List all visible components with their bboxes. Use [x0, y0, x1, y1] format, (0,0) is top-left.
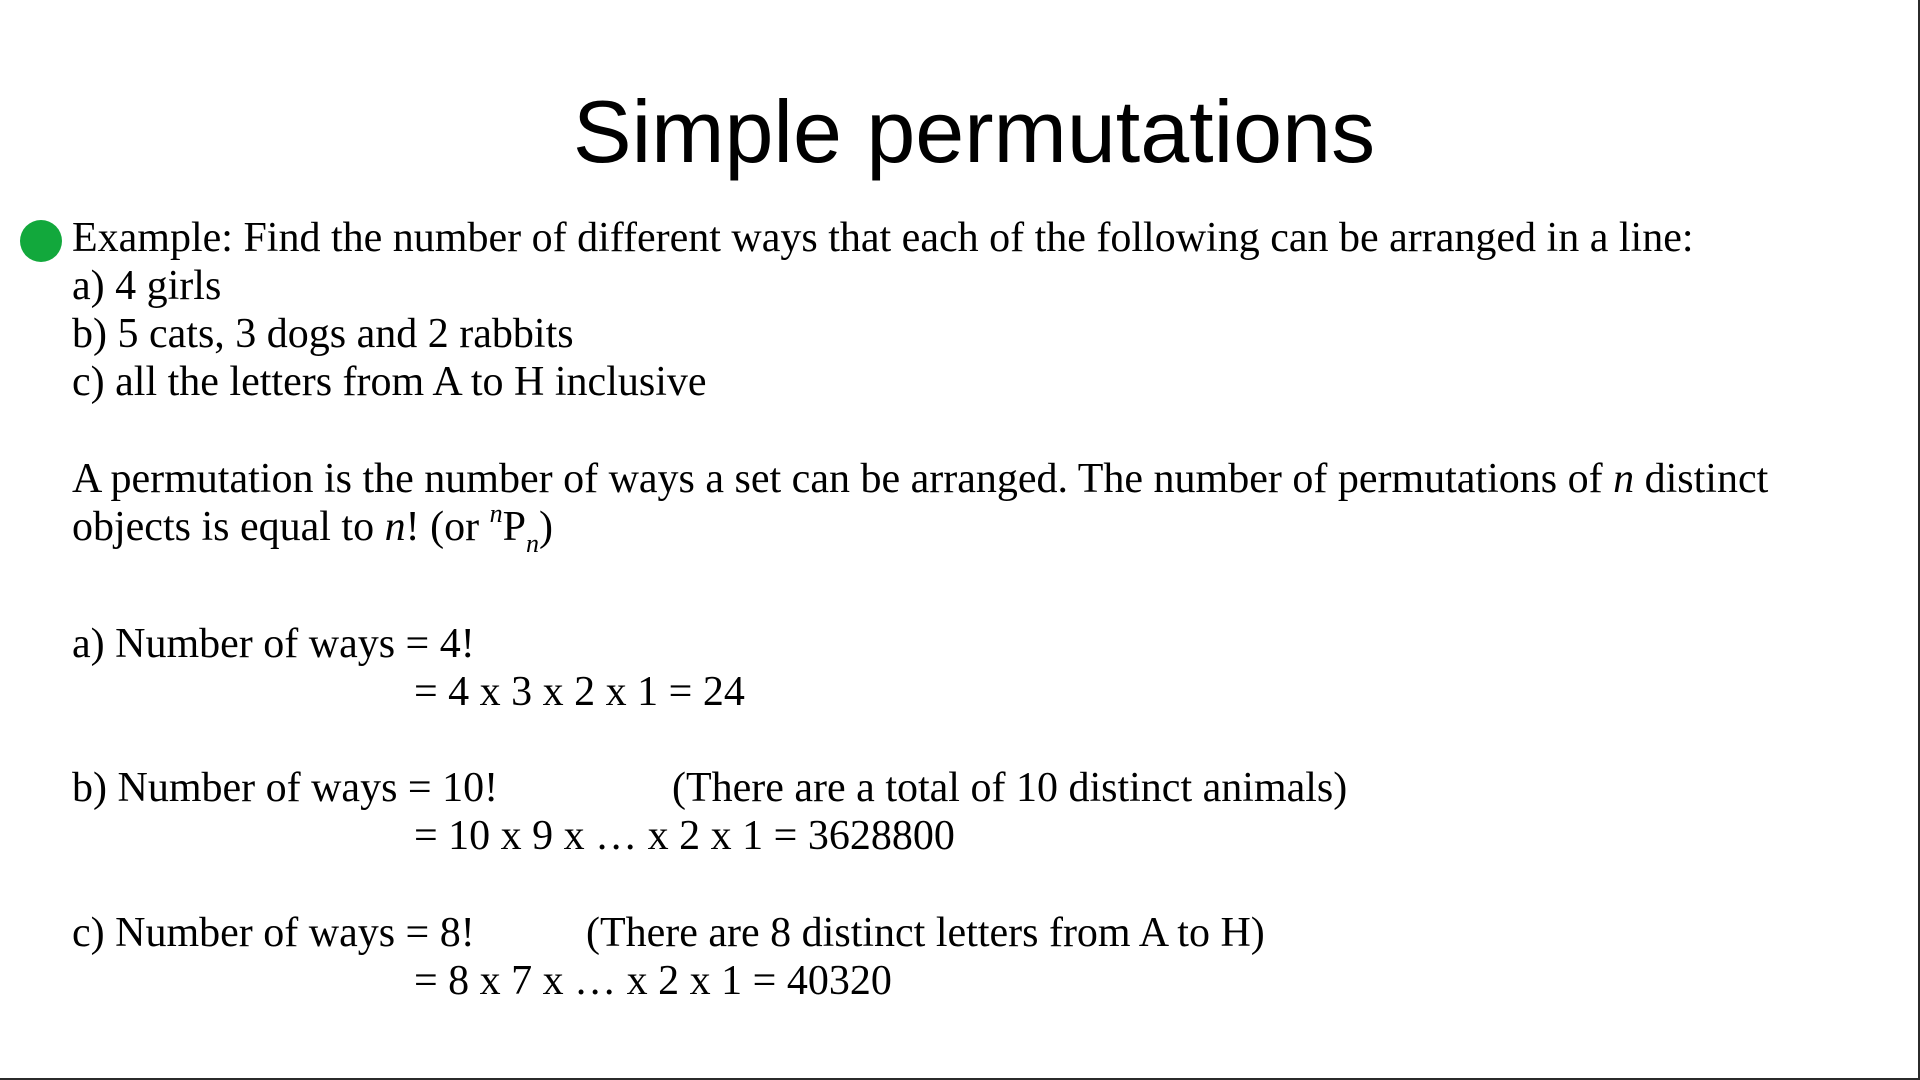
- definition-close-paren: ): [538, 504, 553, 550]
- definition-line-2: [72, 499, 553, 558]
- answer-a-line-2: = 4 x 3 x 2 x 1 = 24: [414, 669, 745, 715]
- example-intro: Example: Find the number of different ways that each of the following can be arranged in a line:: [72, 215, 1694, 261]
- definition-line-1-end: distinct: [1634, 456, 1769, 502]
- answer-b-line-1: b) Number of ways = 10!: [72, 765, 499, 811]
- example-item-c: c) all the letters from A to H inclusive: [72, 359, 707, 405]
- permutation-p: P: [502, 504, 526, 550]
- example-item-b: b) 5 cats, 3 dogs and 2 rabbits: [72, 311, 574, 357]
- answer-c-note: (There are 8 distinct letters from A to H): [586, 910, 1265, 956]
- answer-c-line-2: = 8 x 7 x … x 2 x 1 = 40320: [414, 958, 892, 1004]
- answer-b-line-2: = 10 x 9 x … x 2 x 1 = 3628800: [414, 813, 955, 859]
- definition-var-n-factorial: n: [384, 504, 406, 550]
- definition-line-1: [72, 455, 1768, 503]
- answer-c-line-1: c) Number of ways = 8!: [72, 910, 475, 956]
- answer-b-note: (There are a total of 10 distinct animals): [672, 765, 1348, 811]
- answer-a-line-1: a) Number of ways = 4!: [72, 621, 475, 667]
- slide-title: Simple permutations: [572, 82, 1376, 181]
- definition-line-2-text: objects is equal to: [72, 504, 385, 550]
- definition-var-n: n: [1613, 456, 1635, 502]
- permutation-subscript: n: [525, 529, 539, 558]
- bullet-dot-icon: [20, 220, 62, 262]
- example-item-a: a) 4 girls: [72, 263, 222, 309]
- permutation-superscript: n: [489, 499, 503, 528]
- definition-line-1-text: A permutation is the number of ways a set can be arranged. The number of permutations of: [72, 456, 1614, 502]
- definition-or: ! (or: [405, 504, 490, 550]
